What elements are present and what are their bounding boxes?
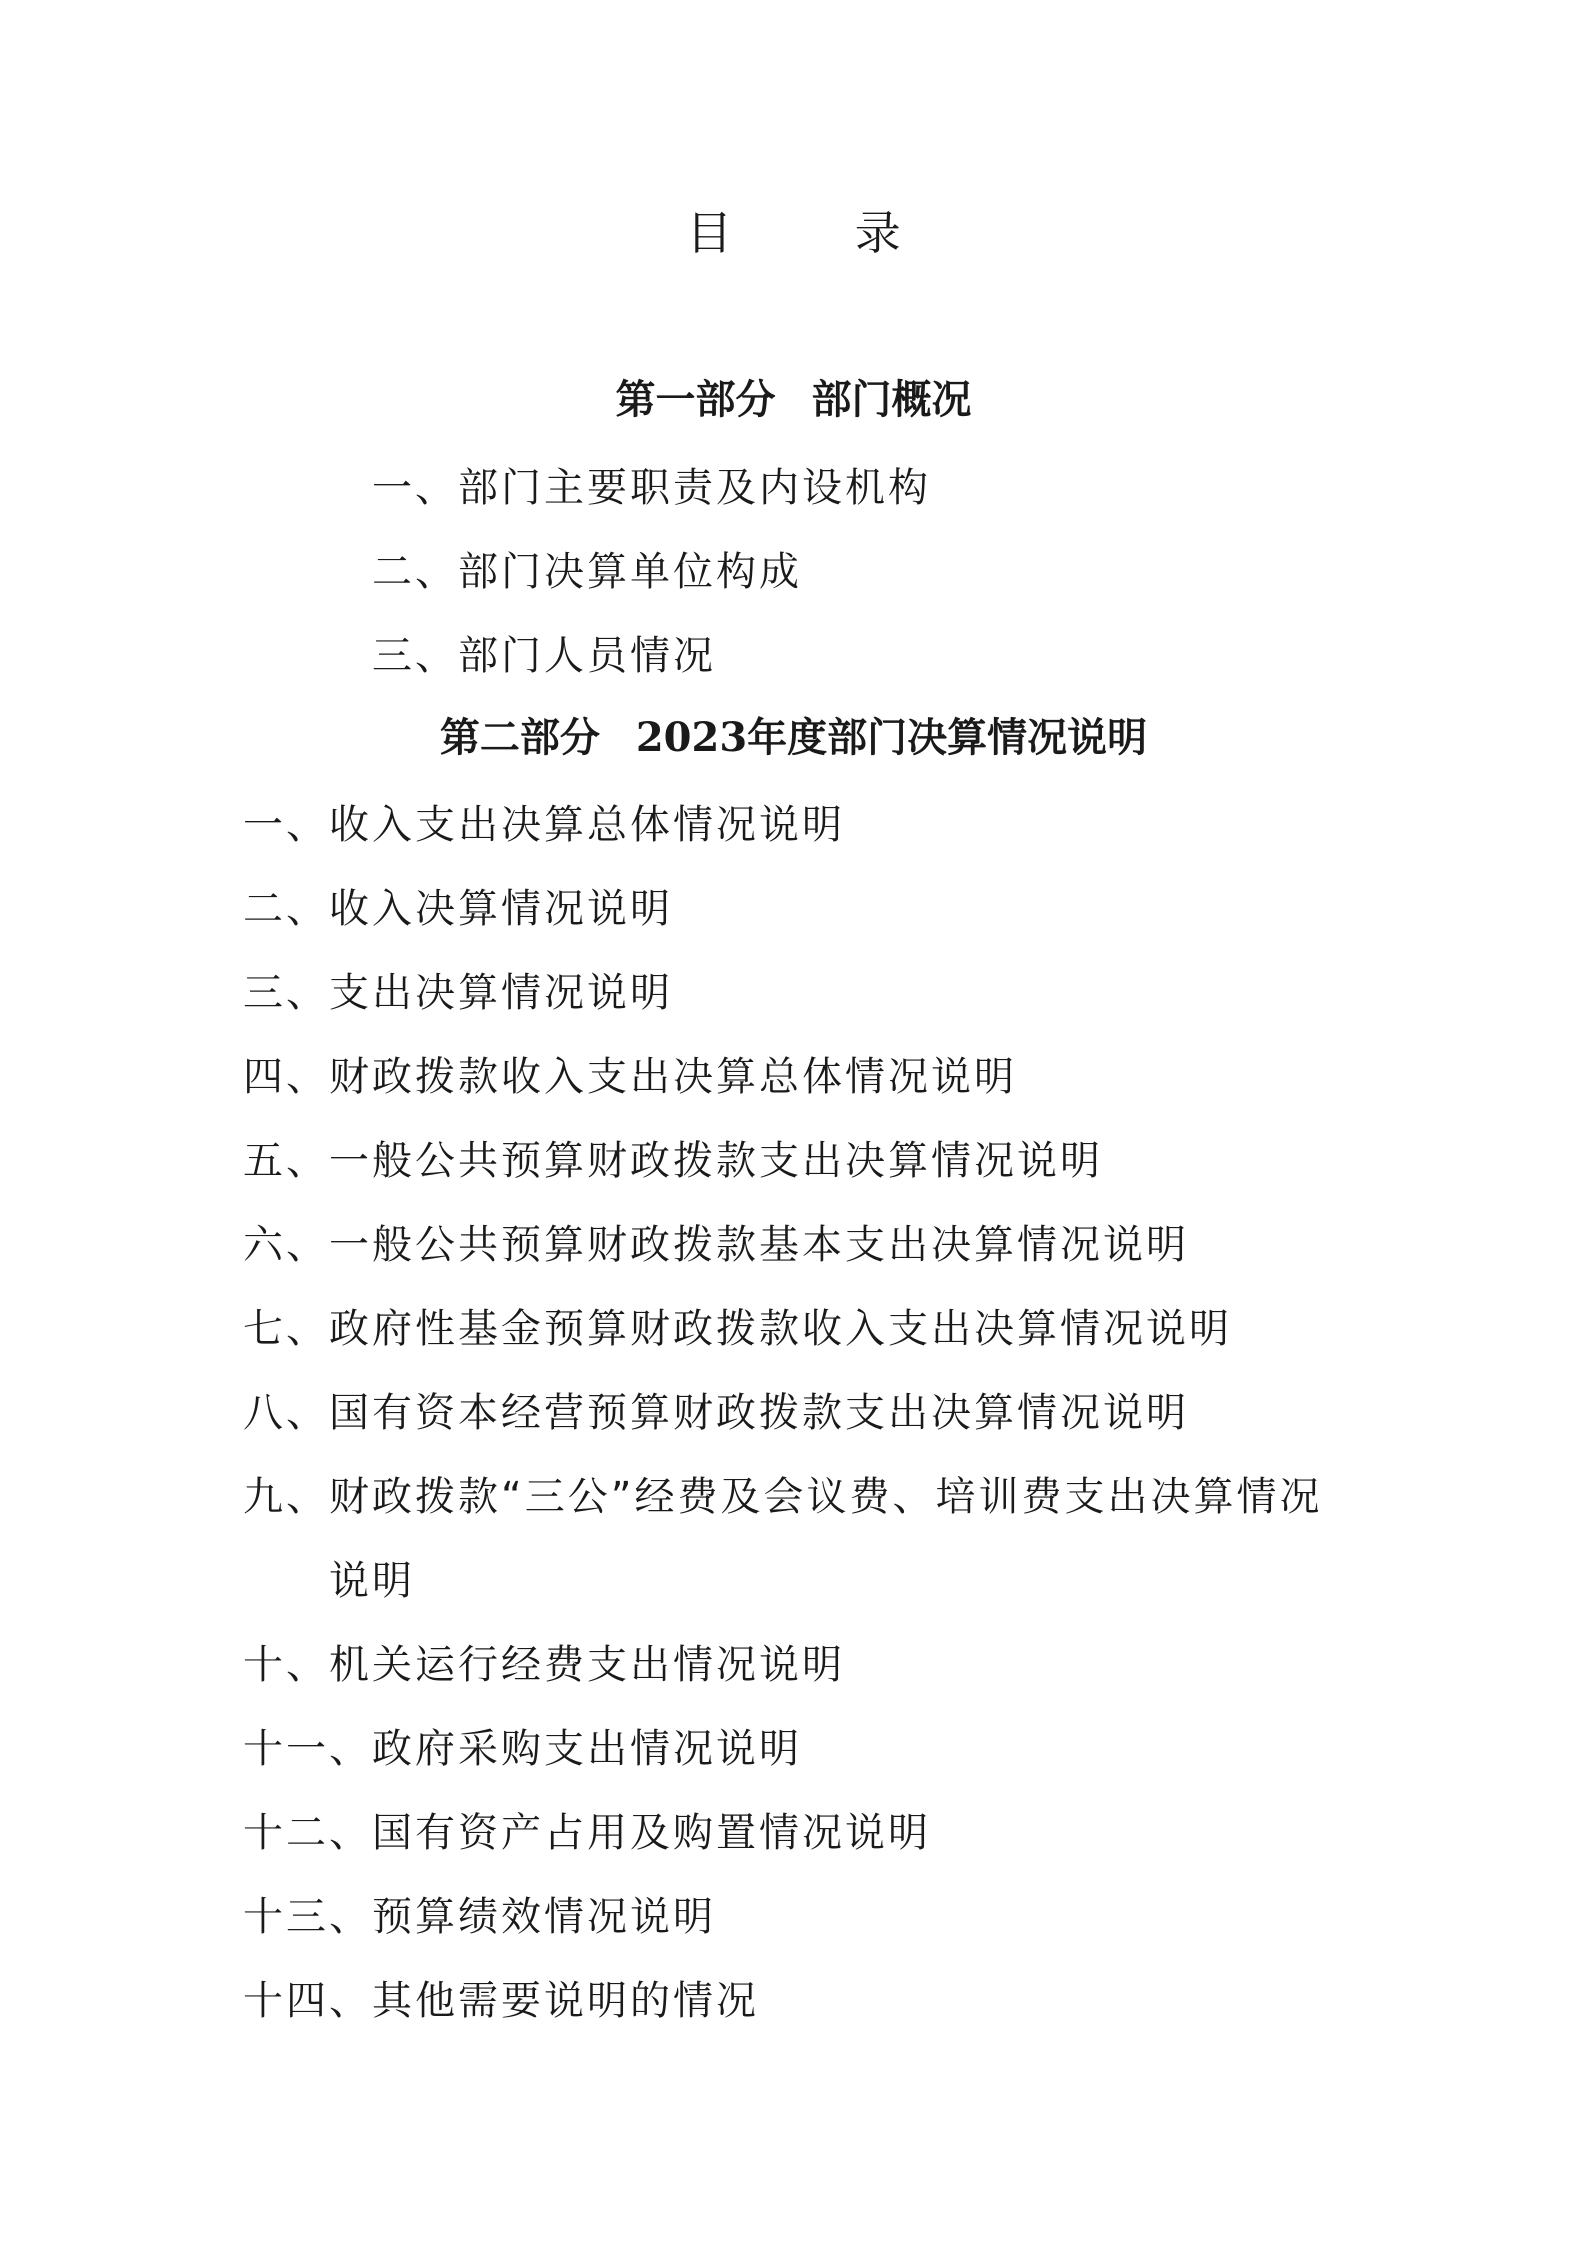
page-title: 目 录	[686, 206, 955, 260]
toc-item[interactable]: 一、收入支出决算总体情况说明	[243, 802, 845, 848]
part1-label: 第一部分	[615, 376, 776, 423]
toc-item[interactable]: 六、一般公共预算财政拨款基本支出决算情况说明	[243, 1222, 1189, 1268]
part2-label: 第二部分	[439, 714, 600, 761]
toc-item[interactable]: 十一、政府采购支出情况说明	[243, 1726, 802, 1772]
toc-item[interactable]: 十二、国有资产占用及购置情况说明	[243, 1810, 931, 1856]
toc-item[interactable]: 三、部门人员情况	[372, 633, 716, 679]
toc-item[interactable]: 十三、预算绩效情况说明	[243, 1894, 716, 1940]
part2-title: 2023年度部门决算情况说明	[635, 714, 1148, 761]
toc-item[interactable]: 二、部门决算单位构成	[372, 549, 802, 595]
toc-item[interactable]: 四、财政拨款收入支出决算总体情况说明	[243, 1054, 1017, 1100]
toc-item[interactable]: 一、部门主要职责及内设机构	[372, 465, 931, 511]
toc-item-continuation[interactable]: 说明	[329, 1558, 415, 1604]
part2-heading	[0, 708, 1587, 768]
toc-item[interactable]: 二、收入决算情况说明	[243, 886, 673, 932]
toc-item[interactable]: 十、机关运行经费支出情况说明	[243, 1642, 845, 1688]
toc-item[interactable]: 九、财政拨款“三公”经费及会议费、培训费支出决算情况	[243, 1474, 1323, 1520]
toc-item[interactable]: 三、支出决算情况说明	[243, 970, 673, 1016]
toc-item[interactable]: 七、政府性基金预算财政拨款收入支出决算情况说明	[243, 1306, 1232, 1352]
part1-heading	[0, 370, 1587, 430]
toc-item[interactable]: 十四、其他需要说明的情况	[243, 1978, 759, 2024]
part1-title: 部门概况	[811, 376, 972, 423]
toc-item[interactable]: 八、国有资本经营预算财政拨款支出决算情况说明	[243, 1390, 1189, 1436]
toc-item[interactable]: 五、一般公共预算财政拨款支出决算情况说明	[243, 1138, 1103, 1184]
